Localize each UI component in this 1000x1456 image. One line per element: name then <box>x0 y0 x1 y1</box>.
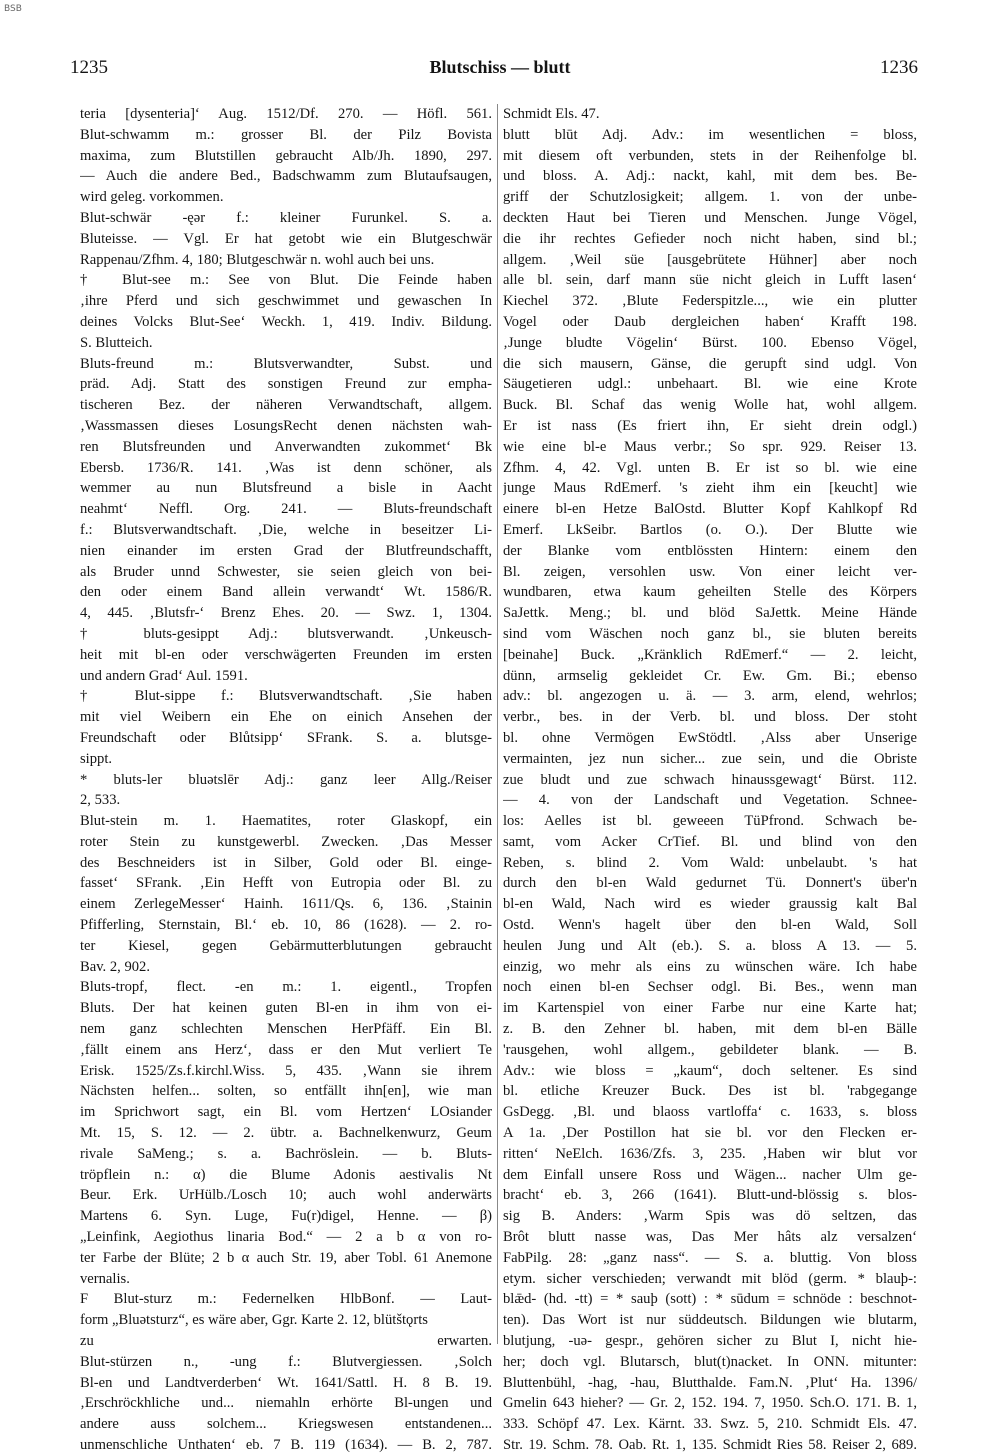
text-line: mit viel Weibern ein Ehe on einich Ansehen der <box>80 709 492 726</box>
text-line: bl. etliche Kreuzer Buck. Des ist bl. 'rabgegange <box>503 1083 917 1100</box>
text-line: bl. ohne Vermögen EwStödtl. ‚Alss aber Unserige <box>503 729 917 746</box>
text-line: ritten‘ NeElch. 1636/Zfs. 3, 235. ‚Haben wir blut vor <box>503 1145 917 1162</box>
text-line: Rappenau/Zfhm. 4, 180; Blutgeschwär n. wohl auch bei uns. <box>80 251 435 268</box>
text-line: Bluttenbühl, -hag, -hau, Blutthalde. Fam.N. ‚Plut‘ Ha. 1396/ <box>503 1374 917 1391</box>
text-line: sippt. <box>80 750 113 767</box>
text-line: [beinahe] Buck. „Kränklich RdEmerf.“ — 2. leicht, <box>503 646 917 663</box>
text-line: ter Farbe der Blüte; 2 b α auch Str. 19, aber Tobl. 61 Anemone <box>80 1249 492 1266</box>
text-line: Säugetieren udgl.: unbehaart. Bl. wie eine Krote <box>503 376 917 393</box>
text-line: F Blut-sturz m.: Federnelken HlbBonf. — Laut- <box>80 1291 492 1308</box>
text-line: Ostd. Wenn's hagelt über den bl-en Wald, Soll <box>503 917 917 934</box>
text-line: dem Einfall unsere Ross und Wägen... nacher Ulm ge- <box>503 1166 917 1183</box>
text-line: Brôt blutt nasse was, Das Mer hâts alz versalzen‘ <box>503 1229 917 1246</box>
text-line: den oder einem Band allein verwandt‘ Wt. 1586/R. <box>80 584 492 601</box>
text-line: Bluts-freund m.: Blutsverwandter, Subst. und <box>80 355 492 372</box>
text-line: alle bl. sein, darf mann süe nicht gleich in Lufft lasen‘ <box>503 272 917 289</box>
text-line: vernalis. <box>80 1270 130 1287</box>
text-line: Bl-en und Landtverderben‘ Wt. 1641/Sattl. H. 8 B. 19. <box>80 1374 492 1391</box>
text-line: rivale SaMeng.; s. a. Bachröslein. — b. Bluts- <box>80 1145 492 1162</box>
text-line: im Kartenspiel von einer Farbe nur eine Karte hat; <box>503 1000 917 1017</box>
text-line: sind vom Wäschen noch ganz bl., sie bluten bereits <box>503 625 917 642</box>
text-line: Schmidt Els. 47. <box>503 106 600 122</box>
text-line: ren Blutsfreunden und Anverwandten zukommet‘ Bk <box>80 438 492 455</box>
text-line: dünn, armselig gekleidet Cr. Ew. Gm. Bi.; ebenso <box>503 667 917 684</box>
text-line: Martens 6. Syn. Luge, Fu(r)digel, Henne. — β) <box>80 1208 492 1225</box>
text-line: ‚ihre Pferd und sich geschwimmet und gewaschen In <box>80 293 492 310</box>
text-line: A 1a. ‚Der Postillon hat sie bl. vor den Flecken er- <box>503 1125 917 1142</box>
text-line: los: Aelles ist bl. geweeen TüPfrond. Schwach be- <box>503 813 917 830</box>
text-line: † Blut-sippe f.: Blutsverwandtschaft. ‚Sie haben <box>80 688 492 705</box>
text-line: ‚Erschröckhliche und... niemahln erhörte Bl-ungen und <box>80 1395 492 1412</box>
right-column <box>503 104 917 1456</box>
text-line: Adv.: wie bloss = „kaum“, doch seltener. Es sind <box>503 1062 917 1079</box>
text-line: blutjung, -uə- gespr., gehören sicher zu Blut I, nicht hie- <box>503 1333 917 1350</box>
text-line: zu erwarten. <box>80 1333 492 1350</box>
text-line: tischeren Bez. der näheren Verwandtschaft, allgem. <box>80 397 492 414</box>
text-line: samt, vom Acker CrTief. Bl. und blind von den <box>503 833 917 850</box>
text-line: S. Blutteich. <box>80 334 153 351</box>
text-line: und andern Grad‘ Aul. 1591. <box>80 667 248 684</box>
text-line: Emerf. LkSeibr. Bartlos (o. O.). Der Blutte wie <box>503 521 917 538</box>
text-line: f.: Blutsverwandtschaft. ‚Die, welche in beseitzer Li- <box>80 521 492 538</box>
text-line: 4, 445. ‚Blutsfr-‘ Brenz Ehes. 20. — Swz. 1, 1304. <box>80 605 492 622</box>
text-line: Freundschaft oder Blůtsipp‘ SFrank. S. a. blutsge- <box>80 729 492 746</box>
column-divider <box>497 104 498 1344</box>
text-line: bracht‘ eb. 3, 266 (1641). Blutt-und-blössig s. blos- <box>503 1187 917 1204</box>
text-line: * bluts-ler bluətslēr Adj.: ganz leer Allg./Reiser <box>80 771 492 788</box>
text-line: neahmt‘ Neffl. Org. 241. — Bluts-freundschaft <box>80 501 492 518</box>
text-line: die ihr rechtes Gefieder noch nicht haben, sind bl.; <box>503 230 917 247</box>
text-line: einere bl-en Hetze BalOstd. Blutter Kopf Kahlkopf Rd <box>503 501 917 518</box>
text-line: durch den bl-en Wald gedurnet Tü. Donnert's über'n <box>503 875 917 892</box>
text-line: Bluteisse. — Vgl. Er hat getobt wie ein Blutgeschwär <box>80 230 492 247</box>
text-line: wird geleg. vorkommen. <box>80 189 224 206</box>
text-line: 333. Schöpf 47. Lex. Kärnt. 33. Swz. 5, 210. Schmidt Els. 47. <box>503 1416 917 1433</box>
text-line: Er ist nass (Es friert ihn, Er sieht drein odgl.) <box>503 417 917 434</box>
text-line: tröpflein n.: α) die Blume Adonis aestivalis Nt <box>80 1166 492 1183</box>
text-line: ten). Das Wort ist nur süddeutsch. Bildungen wie blutarm, <box>503 1312 917 1329</box>
text-line: wundbaren, etwa kaum geheilten Stelle des Körpers <box>503 584 917 601</box>
text-line: Bluts. Der hat keinen guten Bl-en in ihm von ei- <box>80 1000 492 1017</box>
text-line: z. B. den Zehner bl. haben, mit dem bl-en Bälle <box>503 1021 917 1038</box>
running-title: Blutschiss — blutt <box>429 57 571 77</box>
text-line: heulen Jung und Alt (eb.). S. a. bloss A 13. — 5. <box>503 937 917 954</box>
text-line: fasset‘ SFrank. ‚Ein Hefft von Eutropia oder Bl. zu <box>80 875 492 892</box>
text-line: Blut-schwär -ęər f.: kleiner Furunkel. S. a. <box>80 209 492 226</box>
text-line: GsDegg. ‚Bl. und blaoss vartloffa‘ c. 1633, s. bloss <box>503 1104 917 1121</box>
text-line: etym. sicher verschieden; verwandt mit blöd (germ. * blauþ-: <box>503 1270 917 1287</box>
text-line: ‚fällt einem ans Herz‘, dass er den Mut verliert Te <box>80 1041 492 1058</box>
text-line: her; doch vgl. Blutarsch, blut(t)nacket. In ONN. mitunter: <box>503 1353 917 1370</box>
text-line: einzig, wo mehr als eins zu wünschen wäre. Ich habe <box>503 958 917 975</box>
text-line: sig B. Anders: ‚Warm Spis was dö seltzen, das <box>503 1208 917 1225</box>
text-line: verbr., bes. in der Verb. bl. und bloss. Der stoht <box>503 709 917 726</box>
text-line: bl-en Wald, Nach wird es wieder graussig kalt Bal <box>503 896 917 913</box>
text-line: als Bruder unnd Schwester, sie seien gleich von bei- <box>80 563 492 580</box>
text-line: vermainten, jez nun sicher... zue sein, und die Obriste <box>503 750 917 767</box>
text-line: unmenschliche Unthaten‘ eb. 7 B. 119 (1634). — B. 2, 787. <box>80 1437 492 1453</box>
text-line: mit diesem oft verbunden, stets in der Reihenfolge bl. <box>503 147 917 164</box>
text-line: FabPilg. 28: „ganz nass“. — S. a. bluttig. Von bloss <box>503 1249 917 1266</box>
page-number-left: 1235 <box>70 57 108 78</box>
text-line: allgem. ‚Weil süe [ausgebrütete Hühner] aber noch <box>503 251 917 268</box>
text-line: deckten Haut bei Tieren und Menschen. Junge Vögel, <box>503 209 917 226</box>
text-line: Gmelin 643 hieher? — Gr. 2, 152. 194. 7, 1950. Sch.O. 171. B. 1, <box>503 1395 917 1412</box>
text-line: ‚Junge bludte Vögelin‘ Bürst. 100. Ebenso Vögel, <box>503 334 917 351</box>
text-line: roter Stein zu kunstgewerbl. Zwecken. ‚Das Messer <box>80 833 492 850</box>
text-line: ter Kiesel, gegen Gebärmutterblutungen gebraucht <box>80 937 492 954</box>
text-line: griff der Schutzlosigkeit; allgem. 1. von der unbe- <box>503 189 917 206</box>
text-line: Blut-stein m. 1. Haematites, roter Glaskopf, ein <box>80 813 492 830</box>
text-line: Kiechel 372. ‚Blute Federspitzle..., wie ein plutter <box>503 293 917 310</box>
text-line: präd. Adj. Statt des sonstigen Freund zur empha- <box>80 376 492 393</box>
text-line: Blut-schwamm m.: grosser Bl. der Pilz Bovista <box>80 126 492 143</box>
text-line: Erisk. 1525/Zs.f.kirchl.Wiss. 5, 435. ‚Wann sie ihrem <box>80 1062 492 1079</box>
text-line: adv.: bl. angezogen u. ä. — 3. arm, elend, wehrlos; <box>503 688 917 705</box>
text-line: Buck. Bl. Schaf das wenig Wolle hat, wohl allgem. <box>503 397 917 414</box>
text-line: die sich mausern, Gänse, die gerupft sind udgl. Von <box>503 355 917 372</box>
text-line: wie eine bl-e Maus verbr.; So spr. 929. Reiser 13. <box>503 438 917 455</box>
text-line: Str. 19. Schm. 78. Oab. Rt. 1, 135. Schmidt Ries 58. Reiser 2, 689. <box>503 1437 917 1453</box>
text-line: und bloss. A. Adj.: nackt, kahl, mit dem bes. Be- <box>503 168 917 185</box>
text-line: Bav. 2, 902. <box>80 958 150 975</box>
library-stamp: BSB <box>4 4 22 14</box>
text-line: † Blut-see m.: See von Blut. Die Feinde haben <box>80 272 492 289</box>
text-line: 'rausgehen, wohl allgem., gebildeter blank. — B. <box>503 1041 917 1058</box>
text-line: teria [dysenteria]‘ Aug. 1512/Df. 270. — Höfl. 561. <box>80 106 492 122</box>
text-line: heit mit bl-en oder verschwägerten Freunden im ersten <box>80 646 492 663</box>
text-line: im Sprichwort sagt, ein Bl. vom Hertzen‘ LOsiander <box>80 1104 492 1121</box>
text-line: „Leinfink, Aegiothus linaria Bod.“ — 2 a b α von ro- <box>80 1229 492 1246</box>
text-line: Zfhm. 4, 42. Vgl. unten B. Er ist so bl. wie eine <box>503 459 917 476</box>
text-line: des Beschneiders ist in Silber, Gold oder Bl. einge- <box>80 854 492 871</box>
text-line: 2, 533. <box>80 792 121 809</box>
text-line: ‚Wassmassen dieses LosungsRecht denen nächsten wah- <box>80 417 492 434</box>
text-line: Nächsten helfen... solten, so entfällt ihn[en], wie man <box>80 1083 492 1100</box>
text-line: Ebersb. 1736/R. 141. ‚Was ist denn schöner, als <box>80 459 492 476</box>
text-line: deines Volcks Blut-See‘ Weckh. 1, 419. Indiv. Bildung. <box>80 313 492 330</box>
text-line: maxima, zum Blutstillen gebraucht Alb/Jh. 1890, 297. <box>80 147 492 164</box>
text-line: junge Maus RdEmerf. 's zieht ihm ein [keucht] wie <box>503 480 917 497</box>
text-line: Vogel oder Daub dergleichen haben‘ Krafft 198. <box>503 313 917 330</box>
text-line: Blut-stürzen n., -ung f.: Blutvergiessen. ‚Solch <box>80 1353 492 1370</box>
text-line: nem ganz schlechten Menschen HerPfäff. Ein Bl. <box>80 1021 492 1038</box>
text-line: — 4. von der Landschaft und Vegetation. Schnee- <box>503 792 917 809</box>
page-number-right: 1236 <box>880 57 918 78</box>
text-line: Pfifferling, Sternstain, Bl.‘ eb. 10, 86 (1628). — 2. ro- <box>80 917 492 934</box>
text-line: form „Bluətsturz“, es wäre aber, Ggr. Karte 2. 12, blütštǫrts <box>80 1312 428 1329</box>
text-line: nien einander im ersten Grad der Blutfreundschafft, <box>80 542 492 559</box>
text-line: einem ZerlegeMesser‘ Hainh. 1611/Qs. 6, 136. ‚Stainin <box>80 896 492 913</box>
text-line: — Auch die andere Bed., Badschwamm zum Blutaufsaugen, <box>80 168 492 185</box>
text-line: Beur. Erk. UrHülb./Losch 10; auch wohl anderwärts <box>80 1187 492 1204</box>
text-line: blutt blūt Adj. Adv.: im wesentlichen = bloss, <box>503 126 917 143</box>
text-line: Mt. 15, S. 12. — 2. übtr. a. Bachnelkenwurz, Geum <box>80 1125 492 1142</box>
text-line: der Blanke vom entblössten Hintern: einem den <box>503 542 917 559</box>
text-line: andere auss solchem... Kriegswesen entstandenen... <box>80 1416 492 1433</box>
text-line: noch einen bl-en Sechser odgl. Bi. Bes., wenn man <box>503 979 917 996</box>
text-line: † bluts-gesippt Adj.: blutsverwandt. ‚Unkeusch- <box>80 625 492 642</box>
text-line: wemmer au nun Blutsfreund a bisle in Aacht <box>80 480 492 497</box>
text-line: SaJettk. Meng.; bl. und blöd SaJettk. Meine Hände <box>503 605 917 622</box>
text-line: Bl. zeigen, versohlen usw. Von einer leicht ver- <box>503 563 917 580</box>
text-line: zue bludt und zue schwach hinaussgewagt‘ Bürst. 112. <box>503 771 917 788</box>
text-line: blǣd- (hd. -tt) = * sauþ (sott) : * sūdum = schnöde : beschnot- <box>503 1291 917 1308</box>
left-column <box>80 104 492 1456</box>
text-line: Bluts-tropf, flect. -en m.: 1. eigentl., Tropfen <box>80 979 492 996</box>
text-line: Reben, s. blind 2. Vom Wald: unbelaubt. 's hat <box>503 854 917 871</box>
